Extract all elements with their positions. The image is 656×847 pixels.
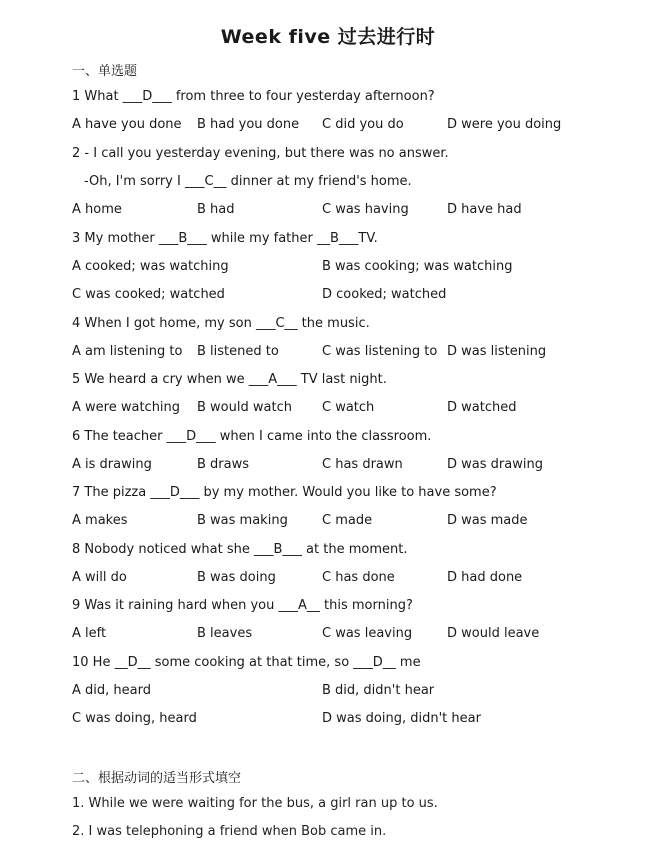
question-7-option-b: B was making xyxy=(197,513,288,528)
question-2-option-d: D have had xyxy=(447,202,522,217)
question-6-option-a: A is drawing xyxy=(72,457,152,472)
question-3-option-a: A cooked; was watching xyxy=(72,259,229,274)
fill-in-item-1: 1. While we were waiting for the bus, a girl ran up to us. xyxy=(72,796,438,811)
question-8-stem: 8 Nobody noticed what she ___B___ at the moment. xyxy=(72,542,408,557)
section-heading-fill-in: 二、根据动词的适当形式填空 xyxy=(72,771,242,786)
question-9-stem: 9 Was it raining hard when you ___A__ this morning? xyxy=(72,598,413,613)
question-6-option-c: C has drawn xyxy=(322,457,403,472)
question-6-option-b: B draws xyxy=(197,457,250,472)
question-1-option-b: B had you done xyxy=(197,117,300,132)
question-1-option-d: D were you doing xyxy=(447,117,562,132)
question-3-stem: 3 My mother ___B___ while my father __B___TV. xyxy=(72,231,378,246)
question-4-stem: 4 When I got home, my son ___C__ the music. xyxy=(72,316,370,331)
question-5-option-b: B would watch xyxy=(197,400,292,415)
question-3-option-c: C was cooked; watched xyxy=(72,287,225,302)
question-4-option-d: D was listening xyxy=(447,344,547,359)
question-1-option-c: C did you do xyxy=(322,117,404,132)
page-title: Week five 过去进行时 xyxy=(220,26,436,48)
section-heading-multiple-choice: 一、单选题 xyxy=(72,64,138,79)
question-10-option-d: D was doing, didn't hear xyxy=(322,711,481,726)
question-4-option-a: A am listening to xyxy=(72,344,183,359)
question-9-option-d: D would leave xyxy=(447,626,540,641)
question-4-option-b: B listened to xyxy=(197,344,279,359)
question-9-option-a: A left xyxy=(72,626,107,641)
question-6-stem: 6 The teacher ___D___ when I came into the classroom. xyxy=(72,429,432,444)
question-1-option-a: A have you done xyxy=(72,117,182,132)
question-2-option-b: B had xyxy=(197,202,235,217)
question-5-option-a: A were watching xyxy=(72,400,181,415)
question-1-stem: 1 What ___D___ from three to four yesterday afternoon? xyxy=(72,89,435,104)
question-10-option-b: B did, didn't hear xyxy=(322,683,435,698)
question-5-stem: 5 We heard a cry when we ___A___ TV last night. xyxy=(72,372,387,387)
question-5-option-d: D watched xyxy=(447,400,517,415)
question-8-option-a: A will do xyxy=(72,570,127,585)
question-4-option-c: C was listening to xyxy=(322,344,438,359)
question-9-option-c: C was leaving xyxy=(322,626,413,641)
question-2-option-a: A home xyxy=(72,202,122,217)
question-7-stem: 7 The pizza ___D___ by my mother. Would you like to have some? xyxy=(72,485,497,500)
question-2-option-c: C was having xyxy=(322,202,409,217)
question-9-option-b: B leaves xyxy=(197,626,253,641)
question-7-option-d: D was made xyxy=(447,513,528,528)
question-10-stem: 10 He __D__ some cooking at that time, so ___D__ me xyxy=(72,655,421,670)
question-8-option-c: C has done xyxy=(322,570,395,585)
question-8-option-b: B was doing xyxy=(197,570,276,585)
question-5-option-c: C watch xyxy=(322,400,375,415)
question-10-option-a: A did, heard xyxy=(72,683,151,698)
question-7-option-c: C made xyxy=(322,513,373,528)
question-2-stem: 2 - I call you yesterday evening, but there was no answer. xyxy=(72,146,449,161)
question-2-reply: -Oh, I'm sorry I ___C__ dinner at my friend's home. xyxy=(84,174,412,189)
question-3-option-d: D cooked; watched xyxy=(322,287,447,302)
question-3-option-b: B was cooking; was watching xyxy=(322,259,513,274)
question-8-option-d: D had done xyxy=(447,570,523,585)
question-6-option-d: D was drawing xyxy=(447,457,543,472)
question-10-option-c: C was doing, heard xyxy=(72,711,197,726)
fill-in-item-2: 2. I was telephoning a friend when Bob came in. xyxy=(72,824,387,839)
question-7-option-a: A makes xyxy=(72,513,128,528)
